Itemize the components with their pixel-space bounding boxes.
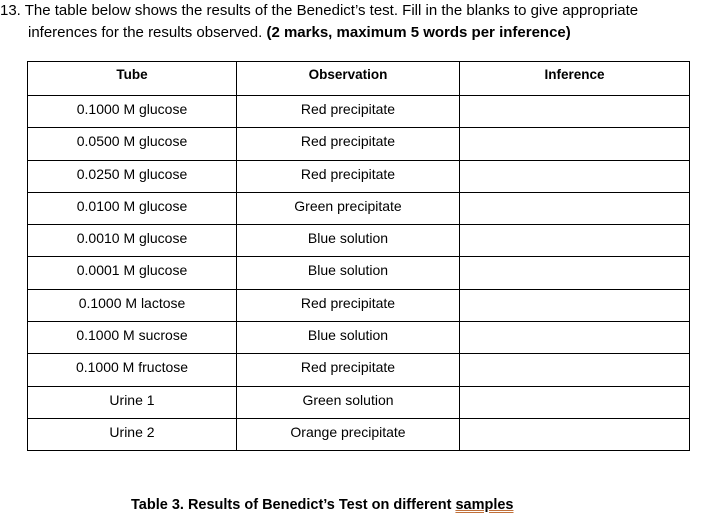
tube-cell: 0.1000 M sucrose — [28, 322, 237, 354]
table-row — [28, 289, 690, 321]
table-caption — [131, 497, 513, 513]
table-row — [28, 128, 690, 160]
observation-cell: Red precipitate — [237, 354, 460, 386]
observation-cell: Red precipitate — [237, 96, 460, 128]
table-row — [28, 257, 690, 289]
observation-cell: Red precipitate — [237, 160, 460, 192]
table-row — [28, 322, 690, 354]
header-observation: Observation — [237, 62, 460, 96]
observation-cell: Orange precipitate — [237, 418, 460, 450]
tube-cell: 0.1000 M fructose — [28, 354, 237, 386]
observation-cell: Blue solution — [237, 225, 460, 257]
table-row — [28, 225, 690, 257]
table-row — [28, 354, 690, 386]
benedicts-results-table — [27, 61, 690, 451]
inference-blank-cell[interactable] — [460, 322, 690, 354]
caption-text: Table 3. Results of Benedict’s Test on different — [131, 497, 456, 513]
observation-cell: Red precipitate — [237, 128, 460, 160]
tube-cell: 0.0500 M glucose — [28, 128, 237, 160]
tube-cell: Urine 1 — [28, 386, 237, 418]
inference-blank-cell[interactable] — [460, 257, 690, 289]
tube-cell: 0.1000 M glucose — [28, 96, 237, 128]
inference-blank-cell[interactable] — [460, 418, 690, 450]
header-tube: Tube — [28, 62, 237, 96]
observation-cell: Green precipitate — [237, 192, 460, 224]
caption-underlined-word: samples — [455, 497, 514, 513]
inference-blank-cell[interactable] — [460, 354, 690, 386]
table-row — [28, 192, 690, 224]
tube-cell: 0.0010 M glucose — [28, 225, 237, 257]
observation-cell: Blue solution — [237, 257, 460, 289]
table-row — [28, 160, 690, 192]
observation-cell: Green solution — [237, 386, 460, 418]
table-row — [28, 386, 690, 418]
tube-cell: 0.1000 M lactose — [28, 289, 237, 321]
inference-blank-cell[interactable] — [460, 289, 690, 321]
inference-blank-cell[interactable] — [460, 386, 690, 418]
inference-blank-cell[interactable] — [460, 192, 690, 224]
question-instructions: inferences for the results observed. — [28, 24, 267, 41]
observation-cell: Red precipitate — [237, 289, 460, 321]
question-line-1: 13. The table below shows the results of the Benedict’s test. Fill in the blanks to give appropriate — [0, 2, 639, 19]
inference-blank-cell[interactable] — [460, 96, 690, 128]
table-row — [28, 96, 690, 128]
inference-blank-cell[interactable] — [460, 225, 690, 257]
tube-cell: 0.0250 M glucose — [28, 160, 237, 192]
header-inference: Inference — [460, 62, 690, 96]
marks-note: (2 marks, maximum 5 words per inference) — [266, 24, 571, 41]
question-line-2 — [0, 22, 638, 44]
tube-cell: Urine 2 — [28, 418, 237, 450]
question-text — [0, 0, 638, 44]
table-row — [28, 418, 690, 450]
observation-cell: Blue solution — [237, 322, 460, 354]
tube-cell: 0.0001 M glucose — [28, 257, 237, 289]
inference-blank-cell[interactable] — [460, 160, 690, 192]
tube-cell: 0.0100 M glucose — [28, 192, 237, 224]
inference-blank-cell[interactable] — [460, 128, 690, 160]
